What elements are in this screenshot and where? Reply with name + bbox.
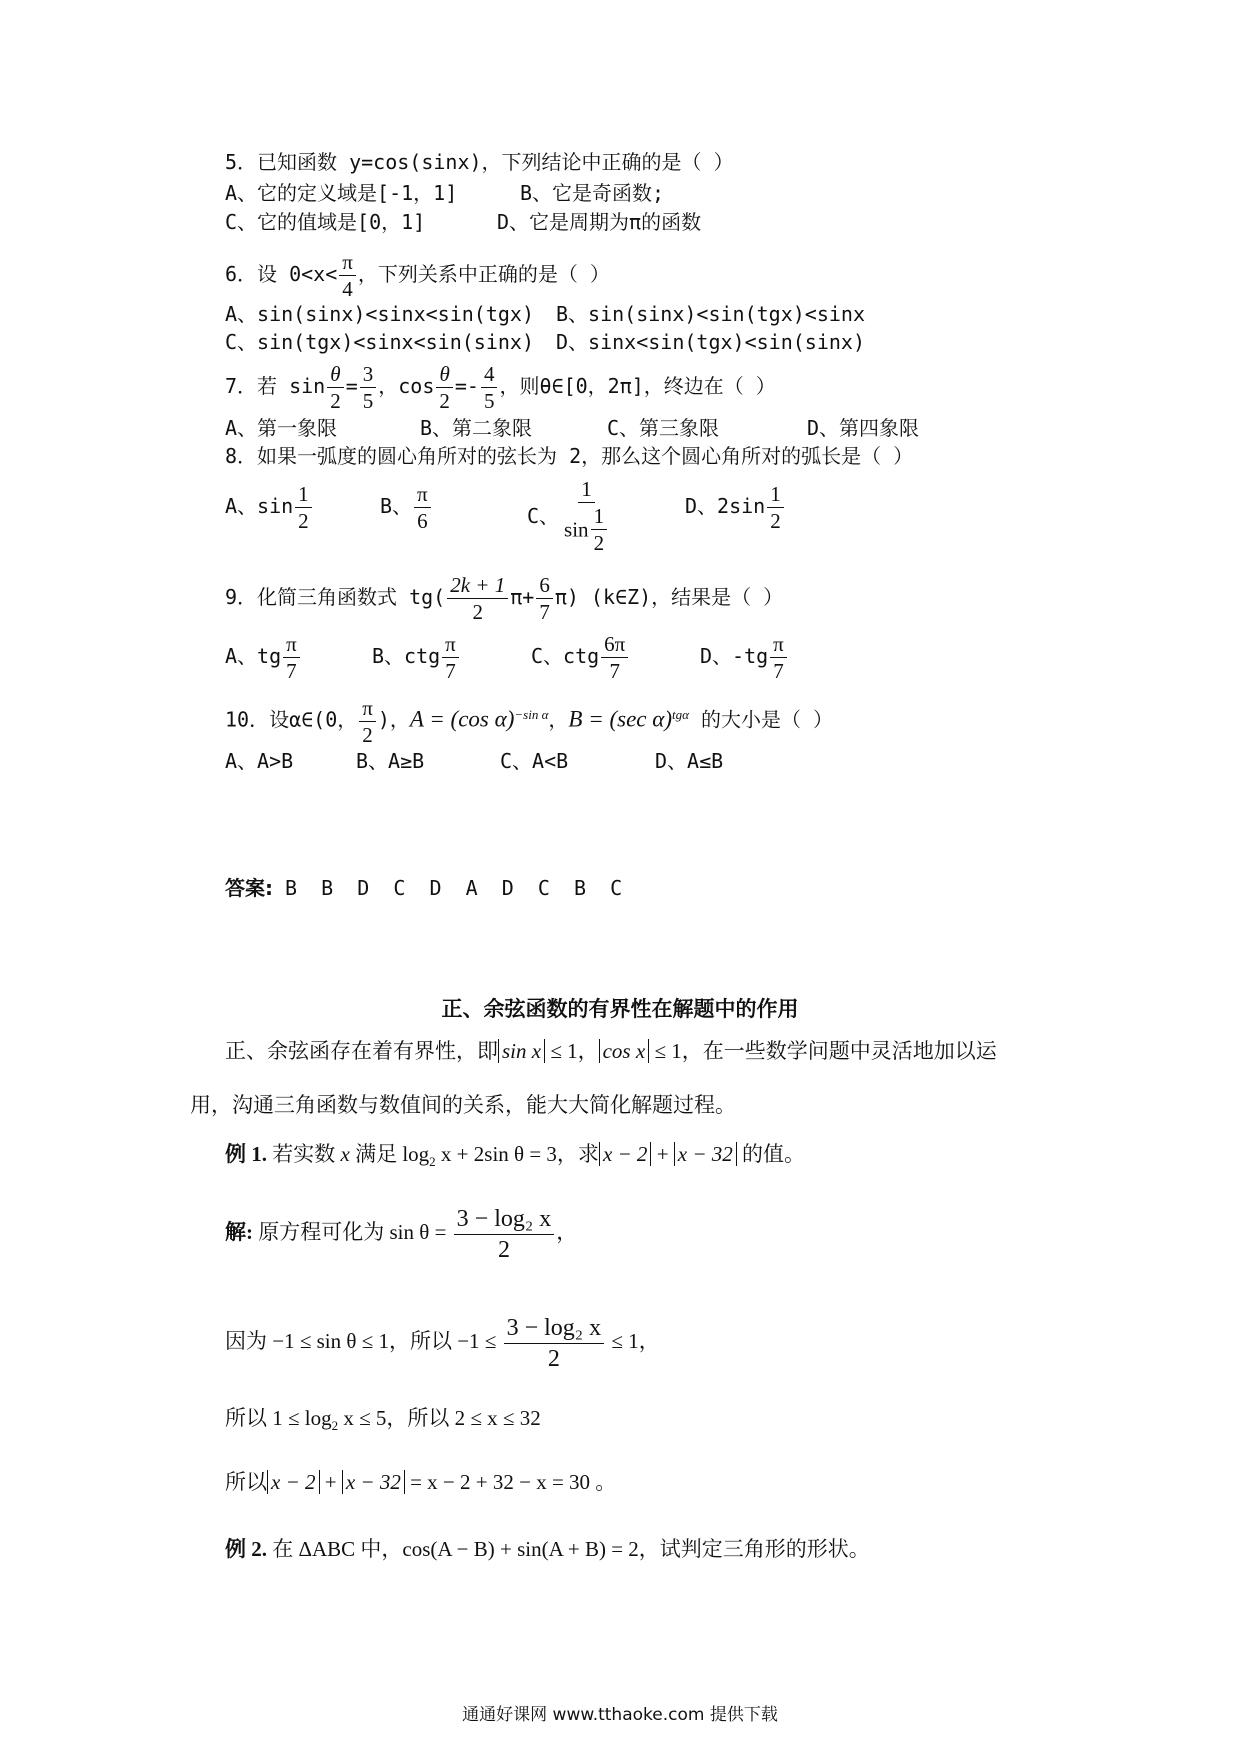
example-2 <box>225 1536 870 1562</box>
q7-stem <box>225 358 776 414</box>
q10-exp-b: tgα <box>672 707 689 722</box>
q7-option-d: D、第四象限 <box>807 416 920 440</box>
q8-b-fraction: $\frac{\pi}{6}$ <box>414 481 431 534</box>
example-1-sub: 2 <box>429 1154 436 1170</box>
example-1-x: x <box>340 1142 350 1166</box>
q8-c-fraction: 1 sin $\frac{1}{2}$ <box>561 476 612 556</box>
q10-pre: 10．设α∈(0， <box>225 707 358 732</box>
q7-option-a: A、第一象限 <box>225 416 338 440</box>
solution-4-pre: 所以 <box>225 1470 267 1494</box>
example-2-label: 例 2. <box>225 1537 267 1561</box>
solution-line-3 <box>225 1405 541 1439</box>
solution-2-pre: 因为 −1 ≤ sin θ ≤ 1，所以 −1 ≤ <box>225 1329 502 1353</box>
solution-line-2 <box>225 1309 660 1373</box>
q8-c-denominator: sin $\frac{1}{2}$ <box>561 503 612 556</box>
q9-d-pre: D、-tg <box>700 644 769 668</box>
q7-post: ，则θ∈[0，2π]，终边在（ ） <box>499 374 776 398</box>
example-1-abs-2: x − 32 <box>674 1142 737 1166</box>
q7-fraction-2: $\frac{3}{5}$ <box>360 361 377 414</box>
solution-3-b: x ≤ 5，所以 2 ≤ x ≤ 32 <box>338 1406 541 1430</box>
q5-option-b: B、它是奇函数; <box>520 181 665 205</box>
example-1-label: 例 1. <box>225 1142 267 1166</box>
q5-option-c: C、它的值域是[0，1] <box>225 210 426 234</box>
q9-option-a <box>225 626 302 686</box>
solution-2-fraction: $\frac{\text{3 − log₂ x}}{2}$ <box>504 1313 605 1374</box>
q9-b-fraction: $\frac{\pi}{7}$ <box>442 631 459 684</box>
q7-option-c: C、第三象限 <box>607 416 720 440</box>
example-1-abs-1: x − 2 <box>599 1142 652 1166</box>
example-2-text: 在 ΔABC 中，cos(A − B) + sin(A + B) = 2，试判定三角形的形状。 <box>267 1537 870 1561</box>
q9-fraction-1: $\frac{2k + 1}{2}$ <box>447 572 508 625</box>
q9-option-b <box>372 626 461 686</box>
q5-stem: 5．已知函数 y=cos(sinx)，下列结论中正确的是（ ） <box>225 150 734 174</box>
q10-stem <box>225 687 834 747</box>
q6-fraction: $\frac{\pi}{4}$ <box>339 249 356 302</box>
q8-stem: 8．如果一弧度的圆心角所对的弦长为 2，那么这个圆心角所对的弧长是（ ） <box>225 444 914 468</box>
answer-key <box>225 876 622 900</box>
q10-expr-b: B = (sec α) <box>568 706 672 732</box>
solution-line-1 <box>225 1200 577 1264</box>
solution-line-4 <box>225 1469 616 1495</box>
q7-pre: 7．若 sin <box>225 374 326 398</box>
q10-post: 的大小是（ ） <box>688 707 834 732</box>
solution-3-a: 所以 1 ≤ log <box>225 1406 332 1430</box>
q8-c-inner-fraction: $\frac{1}{2}$ <box>591 503 608 556</box>
example-1-text-c: x + 2sin θ = 3，求 <box>435 1142 599 1166</box>
q7-fraction-3: $\frac{\theta}{2}$ <box>436 361 453 414</box>
example-1-plus: + <box>651 1142 674 1166</box>
solution-1-post: ， <box>556 1220 578 1244</box>
q6-stem-pre: 6．设 0<x< <box>225 262 338 286</box>
q9-fraction-2: $\frac{6}{7}$ <box>536 572 553 625</box>
q10-option-d: D、A≤B <box>655 749 724 773</box>
solution-1-fraction: $\frac{\text{3 − log₂ x}}{2}$ <box>454 1204 555 1265</box>
q7-eq-2: =- <box>454 374 479 398</box>
intro-le-2: ≤ 1，在一些数学问题中灵活地加以运 <box>649 1039 997 1063</box>
q10-option-b: B、A≥B <box>356 749 425 773</box>
q8-d-pre: D、2sin <box>685 494 766 518</box>
footer-source: 通通好课网 www.tthaoke.com 提供下载 <box>462 1705 778 1725</box>
intro-line-2: 用，沟通三角函数与数值间的关系，能大大简化解题过程。 <box>190 1093 736 1117</box>
q6-stem <box>225 246 610 302</box>
q8-option-a <box>225 478 314 534</box>
q8-b-pre: B、 <box>380 494 413 518</box>
solution-4-abs-1: x − 2 <box>267 1470 320 1494</box>
intro-abs-sin: sin x <box>498 1039 545 1063</box>
intro-abs-cos: cos x <box>599 1039 650 1063</box>
q7-option-b: B、第二象限 <box>420 416 533 440</box>
solution-1-pre: 原方程可化为 sin θ = <box>253 1220 452 1244</box>
q5-option-a: A、它的定义域是[-1，1] <box>225 181 458 205</box>
intro-pre: 正、余弦函存在着有界性，即 <box>225 1039 498 1063</box>
example-1 <box>225 1141 805 1175</box>
answer-label: 答案: <box>225 876 273 900</box>
q8-option-b <box>380 478 433 534</box>
q10-mid-2: ， <box>548 707 569 732</box>
q8-a-pre: A、sin <box>225 494 294 518</box>
example-1-text-d: 的值。 <box>736 1142 806 1166</box>
q10-fraction: $\frac{\pi}{2}$ <box>359 695 376 748</box>
q6-option-c: C、sin(tgx)<sinx<sin(sinx) <box>225 330 534 354</box>
q7-fraction-4: $\frac{4}{5}$ <box>481 361 498 414</box>
q9-c-pre: C、ctg <box>531 644 600 668</box>
q5-option-d: D、它是周期为π的函数 <box>497 210 702 234</box>
q9-post: π) (k∈Z)，结果是（ ） <box>554 585 784 609</box>
q9-d-fraction: $\frac{\pi}{7}$ <box>770 631 787 684</box>
q9-a-fraction: $\frac{\pi}{7}$ <box>283 631 300 684</box>
q9-option-c <box>531 626 630 686</box>
q8-option-c <box>527 476 614 556</box>
q8-d-fraction: $\frac{1}{2}$ <box>767 481 784 534</box>
solution-4-plus: + <box>319 1470 342 1494</box>
q9-a-pre: A、tg <box>225 644 282 668</box>
solution-4-abs-2: x − 32 <box>342 1470 405 1494</box>
q10-option-a: A、A>B <box>225 749 294 773</box>
solution-4-post: = x − 2 + 32 − x = 30 。 <box>404 1470 617 1494</box>
example-1-text-a: 若实数 <box>267 1142 341 1166</box>
q8-a-fraction: $\frac{1}{2}$ <box>295 481 312 534</box>
q9-stem <box>225 567 783 627</box>
q8-option-d <box>685 478 786 534</box>
q9-c-fraction: $\frac{6\pi}{7}$ <box>601 631 628 684</box>
intro-le-1: ≤ 1， <box>545 1039 599 1063</box>
q10-mid-1: )， <box>377 707 410 732</box>
q9-mid: π+ <box>510 585 535 609</box>
q10-expr-a: A = (cos α) <box>409 706 515 732</box>
q9-b-pre: B、ctg <box>372 644 441 668</box>
solution-label: 解: <box>225 1220 253 1244</box>
q6-option-d: D、sinx<sin(tgx)<sin(sinx) <box>556 330 865 354</box>
intro-line-1 <box>225 1038 997 1064</box>
q7-eq-1: = <box>345 374 358 398</box>
q9-pre: 9．化简三角函数式 tg( <box>225 585 446 609</box>
section-title: 正、余弦函数的有界性在解题中的作用 <box>441 997 799 1021</box>
q6-option-b: B、sin(sinx)<sin(tgx)<sinx <box>556 302 865 326</box>
solution-3-sub: 2 <box>331 1418 339 1434</box>
solution-2-post: ≤ 1， <box>606 1329 660 1353</box>
answer-values: B B D C D A D C B C <box>285 876 623 900</box>
q6-stem-post: ，下列关系中正确的是（ ） <box>357 262 610 286</box>
q7-fraction-1: $\frac{\theta}{2}$ <box>327 361 344 414</box>
example-1-text-b: 满足 log <box>349 1142 430 1166</box>
q6-option-a: A、sin(sinx)<sinx<sin(tgx) <box>225 302 534 326</box>
q9-option-d <box>700 626 789 686</box>
q10-exp-a: −sin α <box>514 707 549 722</box>
q7-mid: ，cos <box>378 374 435 398</box>
q8-c-pre: C、 <box>527 504 560 528</box>
q10-option-c: C、A<B <box>500 749 569 773</box>
